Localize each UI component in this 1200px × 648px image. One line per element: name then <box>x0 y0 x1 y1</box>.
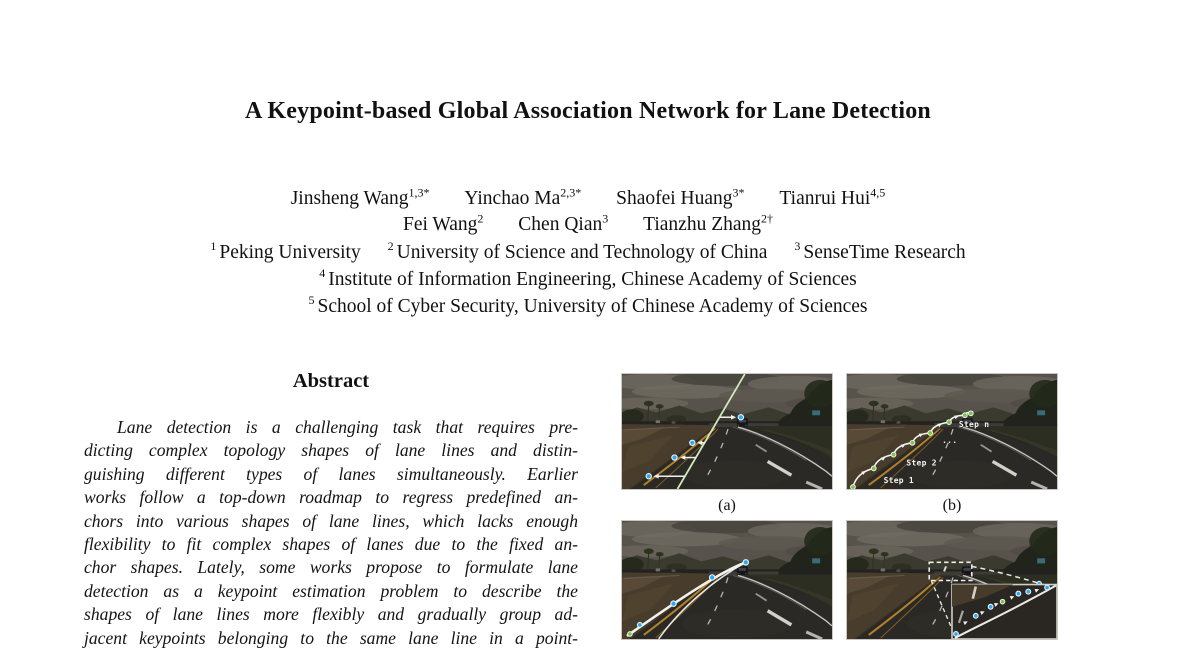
author-entry <box>402 211 484 235</box>
affiliation-name: Peking University <box>219 241 361 263</box>
author-superscript: 3* <box>732 185 745 199</box>
start-point-dot <box>628 632 633 637</box>
affiliation-superscript: 3 <box>794 239 801 253</box>
panel-label-a: (a) <box>718 497 736 514</box>
affiliation-superscript: 5 <box>308 293 315 307</box>
author-name: Chen Qian <box>518 213 603 235</box>
author-superscript: 2 <box>477 211 484 225</box>
keypoint-dot <box>1016 591 1021 596</box>
step-label: Step 1 <box>883 476 915 486</box>
affiliation-name: Institute of Information Engineering, Chinese Academy of Sciences <box>328 268 857 290</box>
author-superscript: 1,3* <box>408 185 430 199</box>
keypoint-dot <box>646 474 651 479</box>
road-photo-d <box>847 521 1057 639</box>
road-photo-c <box>622 521 832 639</box>
keypoint-dot <box>947 420 952 425</box>
author-name: Tianzhu Zhang <box>643 213 762 235</box>
keypoint-dot <box>928 431 933 436</box>
affiliation-entry <box>308 293 868 317</box>
author-superscript: 4,5 <box>870 185 886 199</box>
author-name: Tianrui Hui <box>779 187 871 209</box>
keypoint-dot <box>988 604 993 609</box>
keypoint-dot <box>973 613 978 618</box>
paper-title: A Keypoint-based Global Association Network for Lane Detection <box>245 98 931 124</box>
figure-panel-c <box>621 520 833 640</box>
abstract-line: shapes of lane lines more flexibly and gradually group ad- <box>84 604 578 625</box>
affiliations-line-3 <box>0 287 1176 320</box>
keypoint-dot <box>910 440 915 445</box>
figure-panel-b <box>846 373 1058 490</box>
figure-panel-d <box>846 520 1058 640</box>
abstract-line: chors into various shapes of lane lines, which lacks enough <box>84 510 578 531</box>
keypoint-dot <box>672 455 677 460</box>
keypoint-dot <box>963 413 968 418</box>
author-name: Shaofei Huang <box>616 187 733 209</box>
author-entry <box>643 211 774 235</box>
keypoint-dot <box>968 411 973 416</box>
keypoint-dot <box>1026 589 1031 594</box>
keypoint-dot <box>1000 599 1005 604</box>
affiliation-name: University of Science and Technology of China <box>396 241 768 263</box>
keypoint-dot <box>1045 585 1050 590</box>
author-superscript: 2,3* <box>560 185 582 199</box>
keypoint-dot <box>738 415 743 420</box>
author-name: Jinsheng Wang <box>290 187 409 209</box>
keypoint-dot <box>709 575 714 580</box>
author-superscript: 3 <box>602 211 609 225</box>
abstract-line: dicting complex topology shapes of lane lines and distin- <box>84 440 578 461</box>
abstract-line: flexibility to fit complex shapes of lanes due to the fixed an- <box>84 533 578 554</box>
step-label: Step n <box>958 420 990 430</box>
abstract-paragraph <box>84 416 578 648</box>
author-superscript: 2† <box>761 211 774 225</box>
road-photo-b <box>847 374 1057 489</box>
abstract-line: Lane detection is a challenging task that requires pre- <box>117 417 578 437</box>
author-name: Yinchao Ma <box>464 187 561 209</box>
abstract-line: detection as a keypoint estimation problem to describe the <box>84 580 578 601</box>
abstract-heading: Abstract <box>292 370 370 392</box>
zoom-inset <box>952 585 1057 639</box>
keypoint-dot <box>954 632 959 637</box>
keypoint-dot <box>743 560 748 565</box>
panel-label-b: (b) <box>942 497 962 514</box>
affiliation-name: SenseTime Research <box>803 241 966 263</box>
affiliation-name: School of Cyber Security, University of Chinese Academy of Sciences <box>317 295 868 317</box>
affiliation-superscript: 2 <box>387 239 394 253</box>
affiliation-superscript: 1 <box>210 239 217 253</box>
affiliation-superscript: 4 <box>319 266 326 280</box>
author-entry <box>518 211 609 235</box>
abstract-line: chor shapes. Lately, some works propose to formulate lane <box>84 557 578 578</box>
keypoint-dot <box>690 440 695 445</box>
keypoint-dot <box>851 485 856 489</box>
author-name: Fei Wang <box>402 213 478 235</box>
ellipsis-label: ... <box>942 435 958 445</box>
abstract-line: guishing different types of lanes simultaneously. Earlier <box>84 463 578 484</box>
step-label: Step 2 <box>906 458 937 468</box>
keypoint-dot <box>871 466 876 471</box>
figure-panel-a <box>621 373 833 490</box>
keypoint-dot <box>671 601 676 606</box>
keypoint-dot <box>637 622 642 627</box>
road-photo-a <box>622 374 832 489</box>
abstract-line: jacent keypoints belonging to the same lane line in a point- <box>84 627 578 648</box>
keypoint-dot <box>891 452 896 457</box>
abstract-line: works follow a top-down roadmap to regress predefined an- <box>84 487 578 508</box>
